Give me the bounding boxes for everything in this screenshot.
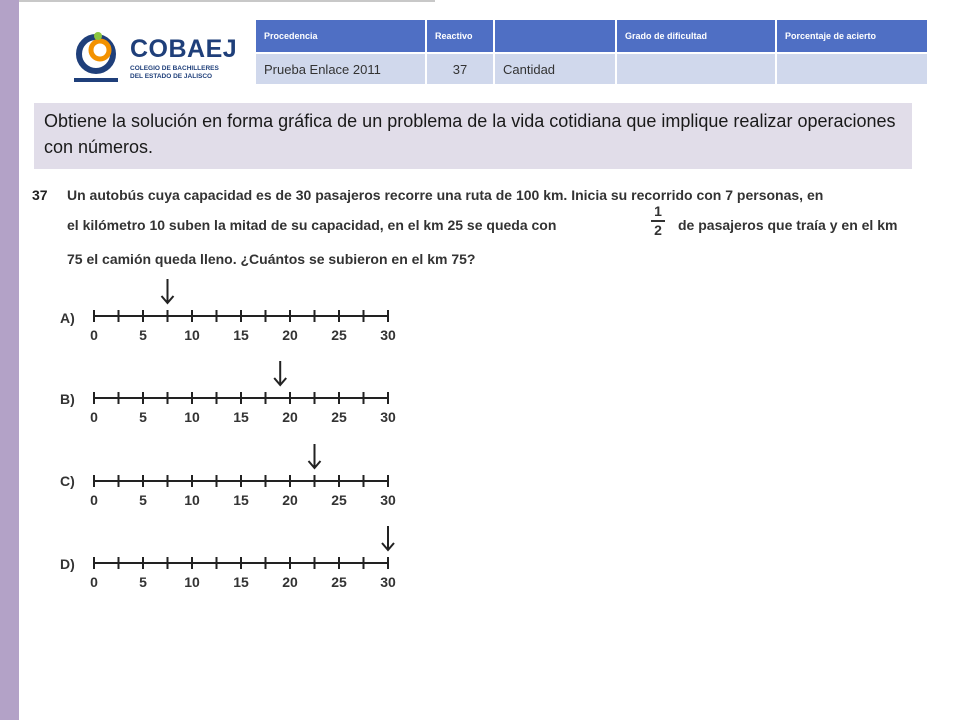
- number-line-tick-label: 10: [184, 574, 200, 590]
- cell-porcentaje-acierto: [776, 53, 928, 84]
- number-line-tick-label: 5: [139, 492, 147, 508]
- number-line-tick-label: 25: [331, 492, 347, 508]
- cell-tema: Cantidad: [494, 53, 616, 84]
- arrow-down-icon: [309, 461, 321, 468]
- cobaej-logo: [70, 30, 238, 88]
- number-line-tick-label: 15: [233, 574, 249, 590]
- option-b-label[interactable]: B): [60, 391, 75, 407]
- question-line-2b: de pasajeros que traía y en el km: [678, 217, 898, 233]
- arrow-down-icon: [382, 543, 394, 550]
- question-line-1: Un autobús cuya capacidad es de 30 pasajeros recorre una ruta de 100 km. Inicia su recorrido con 7 personas, en: [67, 187, 824, 203]
- item-info-table: [256, 20, 929, 84]
- number-line-tick-label: 25: [331, 409, 347, 425]
- fraction-numerator: 1: [654, 203, 662, 219]
- header-grado-dificultad: Grado de dificultad: [616, 20, 776, 53]
- arrow-down-icon: [162, 296, 174, 303]
- number-line-tick-label: 25: [331, 327, 347, 343]
- number-line-tick-label: 10: [184, 327, 200, 343]
- number-line-tick-label: 30: [380, 492, 396, 508]
- number-line-tick-label: 20: [282, 574, 298, 590]
- side-accent-bar: [0, 0, 19, 720]
- option-a-label[interactable]: A): [60, 310, 75, 326]
- number-line-tick-label: 20: [282, 327, 298, 343]
- header-reactivo: Reactivo: [426, 20, 494, 53]
- number-line-tick-label: 20: [282, 409, 298, 425]
- number-line-tick-label: 0: [90, 409, 98, 425]
- number-line-tick-label: 0: [90, 327, 98, 343]
- fraction-bar: [651, 220, 665, 222]
- number-line-tick-label: 30: [380, 574, 396, 590]
- number-line-tick-label: 10: [184, 409, 200, 425]
- question-number: 37: [32, 187, 48, 203]
- cell-grado-dificultad: [616, 53, 776, 84]
- cell-procedencia: Prueba Enlace 2011: [256, 53, 426, 84]
- option-c-label[interactable]: C): [60, 473, 75, 489]
- number-line-tick-label: 0: [90, 574, 98, 590]
- number-line-tick-label: 15: [233, 327, 249, 343]
- table-header-row: [256, 20, 928, 53]
- fraction-denominator: 2: [654, 222, 662, 238]
- number-line-tick-label: 30: [380, 409, 396, 425]
- number-line-tick-label: 5: [139, 409, 147, 425]
- competency-statement: Obtiene la solución en forma gráfica de un problema de la vida cotidiana que implique realizar operaciones con números.: [34, 103, 912, 169]
- number-line-tick-label: 10: [184, 492, 200, 508]
- number-line-tick-label: 15: [233, 492, 249, 508]
- header-blank: [494, 20, 616, 53]
- number-line-tick-label: 20: [282, 492, 298, 508]
- number-line-tick-label: 5: [139, 327, 147, 343]
- option-d-label[interactable]: D): [60, 556, 75, 572]
- number-line-tick-label: 15: [233, 409, 249, 425]
- question-line-3: 75 el camión queda lleno. ¿Cuántos se subieron en el km 75?: [67, 251, 476, 267]
- number-line-tick-label: 5: [139, 574, 147, 590]
- top-rule: [19, 0, 435, 2]
- logo-subtitle-line2: DEL ESTADO DE JALISCO: [130, 73, 213, 80]
- arrow-down-icon: [274, 378, 286, 385]
- header-procedencia: Procedencia: [256, 20, 426, 53]
- question-line-2a: el kilómetro 10 suben la mitad de su capacidad, en el km 25 se queda con: [67, 217, 557, 233]
- number-line-tick-label: 30: [380, 327, 396, 343]
- logo-subtitle-line1: COLEGIO DE BACHILLERES: [130, 65, 219, 72]
- logo-subtitle: [130, 65, 219, 81]
- logo-wordmark: COBAEJ: [130, 35, 238, 63]
- number-line-tick-label: 0: [90, 492, 98, 508]
- number-line-tick-label: 25: [331, 574, 347, 590]
- fraction-one-half: [650, 203, 666, 238]
- logo-emblem-icon: [70, 30, 126, 88]
- header-porcentaje-acierto: Porcentaje de acierto: [776, 20, 928, 53]
- table-row: [256, 53, 928, 84]
- cell-reactivo: 37: [426, 53, 494, 84]
